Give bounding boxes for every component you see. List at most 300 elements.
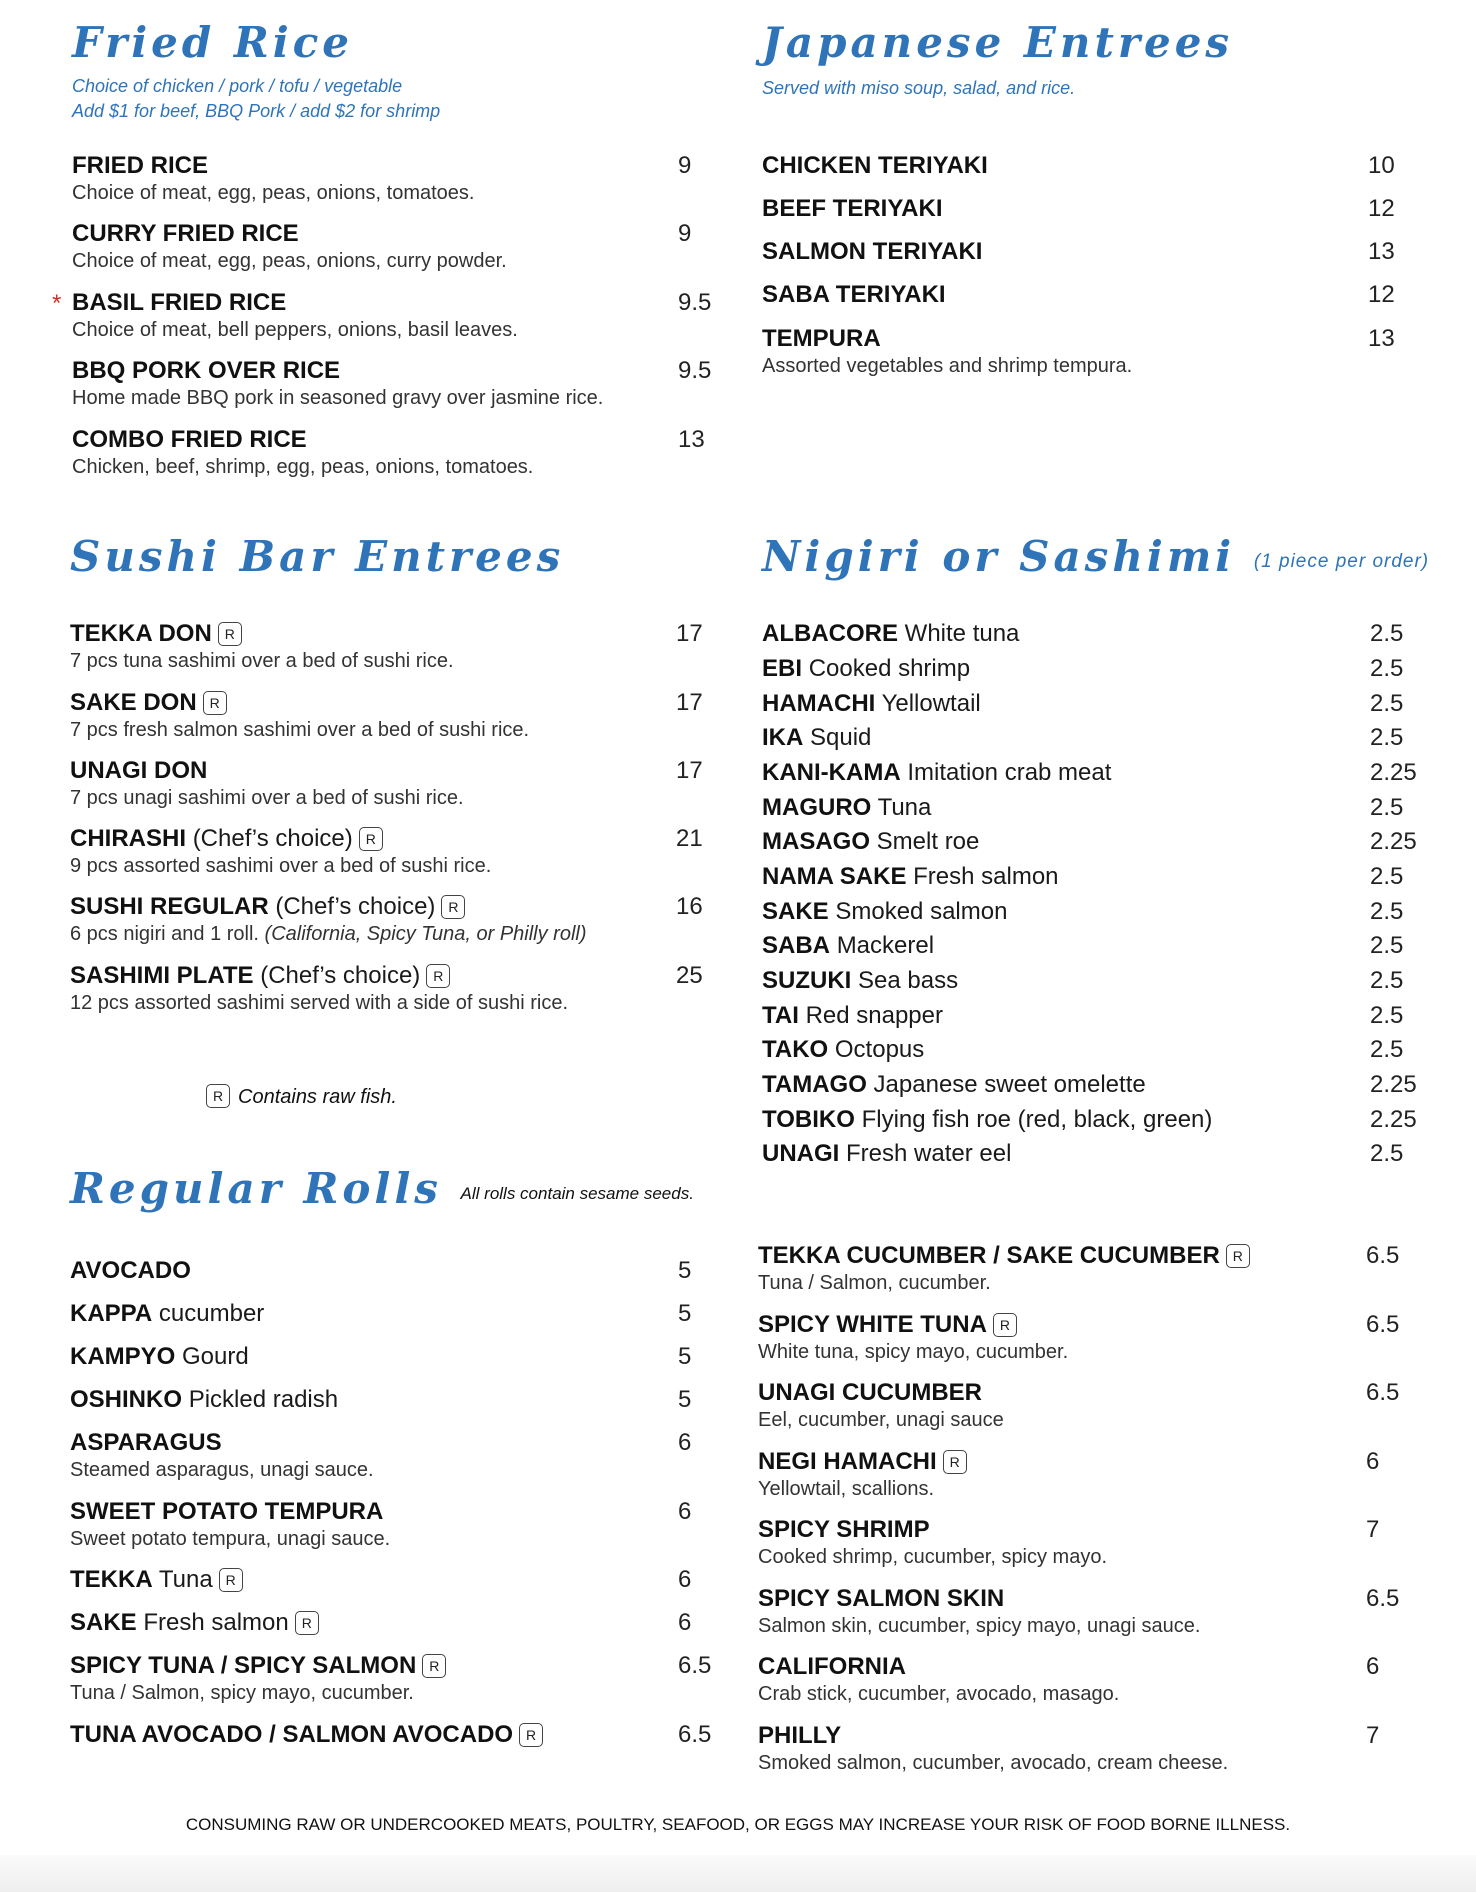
- item-name: CHICKEN TERIYAKI: [762, 152, 988, 179]
- item-description: [70, 1526, 720, 1552]
- item-description: [72, 317, 712, 343]
- raw-fish-badge: R: [206, 1084, 230, 1108]
- item-name: SPICY SALMON SKIN: [758, 1585, 1005, 1612]
- menu-item: [70, 1429, 720, 1483]
- item-price: 5: [678, 1300, 692, 1327]
- item-price: 6: [678, 1498, 692, 1525]
- item-name: EBI: [762, 655, 803, 682]
- raw-fish-badge: R: [422, 1654, 446, 1678]
- item-name: FRIED RICE: [72, 152, 209, 179]
- section-note: Choice of chicken / pork / tofu / vegetable: [72, 76, 403, 96]
- menu-item: [70, 1652, 720, 1706]
- item-name-line: [70, 1652, 720, 1680]
- item-name-line: [762, 325, 1422, 353]
- menu-item: [762, 759, 1442, 787]
- item-subtitle: Tuna: [877, 794, 932, 821]
- item-price: 2.5: [1370, 620, 1404, 647]
- item-description: [72, 248, 712, 274]
- item-price: 13: [1368, 325, 1395, 352]
- item-price: 7: [1366, 1722, 1380, 1749]
- item-price: 17: [676, 689, 703, 716]
- menu-item: [758, 1653, 1438, 1707]
- item-name-line: [762, 828, 1442, 856]
- item-description: [758, 1270, 1438, 1296]
- item-subtitle: Gourd: [182, 1343, 249, 1370]
- item-price: 7: [1366, 1516, 1380, 1543]
- raw-fish-badge: R: [519, 1723, 543, 1747]
- item-name: MAGURO: [762, 794, 872, 821]
- item-price: 2.5: [1370, 1002, 1404, 1029]
- menu-item: [70, 1566, 720, 1594]
- raw-fish-badge: R: [943, 1450, 967, 1474]
- menu-item: [70, 1257, 720, 1285]
- item-price: 6: [678, 1566, 692, 1593]
- menu-item: [72, 357, 712, 411]
- item-price: 25: [676, 962, 703, 989]
- item-description: [758, 1476, 1438, 1502]
- item-name: CALIFORNIA: [758, 1653, 906, 1680]
- item-description-text: 6 pcs nigiri and 1 roll.: [70, 923, 265, 945]
- item-price: 13: [678, 426, 705, 453]
- item-description: [758, 1750, 1438, 1776]
- item-subtitle: Fresh salmon: [913, 863, 1059, 890]
- menu-item: [762, 655, 1442, 683]
- item-name: TAI: [762, 1002, 799, 1029]
- item-price: 17: [676, 620, 703, 647]
- menu-item: [758, 1311, 1438, 1365]
- spicy-marker: *: [52, 290, 62, 317]
- menu-item: [762, 281, 1422, 309]
- menu-item: [758, 1516, 1438, 1570]
- menu-item: [70, 1386, 720, 1414]
- item-description: [70, 785, 720, 811]
- item-price: 9.5: [678, 357, 712, 384]
- item-name: SPICY TUNA / SPICY SALMON: [70, 1652, 417, 1679]
- item-name: SAKE: [762, 898, 829, 925]
- item-name: BBQ PORK OVER RICE: [72, 357, 341, 384]
- section-title: Sushi Bar Entrees: [70, 532, 565, 581]
- item-name-line: [758, 1722, 1438, 1750]
- legend-text: Contains raw fish.: [238, 1086, 397, 1108]
- item-price: 16: [676, 893, 703, 920]
- item-name-line: [762, 724, 1442, 752]
- item-description: [758, 1681, 1438, 1707]
- item-name-line: [758, 1653, 1438, 1681]
- menu-item: [758, 1585, 1438, 1639]
- raw-fish-badge: R: [426, 964, 450, 988]
- item-description-text: Salmon skin, cucumber, spicy mayo, unagi sauce.: [758, 1615, 1201, 1637]
- item-name-line: [70, 1498, 720, 1526]
- menu-item: [762, 1002, 1442, 1030]
- item-name: UNAGI: [762, 1140, 840, 1167]
- item-description: [758, 1339, 1438, 1365]
- item-name: UNAGI CUCUMBER: [758, 1379, 982, 1406]
- item-description-text: Sweet potato tempura, unagi sauce.: [70, 1528, 391, 1550]
- item-name: KAPPA: [70, 1300, 153, 1327]
- item-description: [758, 1407, 1438, 1433]
- item-name: SPICY SHRIMP: [758, 1516, 930, 1543]
- item-name-line: [762, 655, 1442, 683]
- item-description-text: 12 pcs assorted sashimi served with a side of sushi rice.: [70, 992, 568, 1014]
- item-price: 6: [1366, 1448, 1380, 1475]
- item-name-line: [762, 967, 1442, 995]
- item-name: OSHINKO: [70, 1386, 183, 1413]
- item-subtitle: Smelt roe: [876, 828, 980, 855]
- item-name: TAMAGO: [762, 1071, 867, 1098]
- item-price: 2.5: [1370, 967, 1404, 994]
- item-price: 2.5: [1370, 1036, 1404, 1063]
- item-price: 6.5: [678, 1652, 712, 1679]
- item-name: IKA: [762, 724, 804, 751]
- menu-item: [762, 898, 1442, 926]
- section-title: Japanese Entrees: [762, 18, 1234, 67]
- item-name-line: [70, 689, 720, 717]
- menu-item: [70, 1609, 720, 1637]
- item-name-line: [70, 620, 720, 648]
- item-subtitle: Imitation crab meat: [907, 759, 1112, 786]
- item-name-line: [762, 195, 1422, 223]
- item-name: TEMPURA: [762, 325, 881, 352]
- item-name-line: [762, 794, 1442, 822]
- item-subtitle: Pickled radish: [188, 1386, 339, 1413]
- item-name-line: [758, 1311, 1438, 1339]
- menu-item: [762, 932, 1442, 960]
- item-subtitle: Fresh salmon: [143, 1609, 289, 1636]
- item-price: 2.25: [1370, 1106, 1417, 1133]
- item-name-line: [72, 220, 712, 248]
- menu-item: [758, 1242, 1438, 1296]
- menu-item: [762, 794, 1442, 822]
- item-name: TEKKA: [70, 1566, 153, 1593]
- menu-item: [70, 1343, 720, 1371]
- item-name: SAKE DON: [70, 689, 197, 716]
- menu-item: [70, 1498, 720, 1552]
- menu-item: [762, 238, 1422, 266]
- item-description: [70, 990, 720, 1016]
- raw-fish-badge: R: [1226, 1244, 1250, 1268]
- item-subtitle: Red snapper: [805, 1002, 943, 1029]
- item-price: 21: [676, 825, 703, 852]
- item-name: CURRY FRIED RICE: [72, 220, 299, 247]
- item-price: 2.25: [1370, 828, 1417, 855]
- item-description: [758, 1544, 1438, 1570]
- menu-item: [70, 620, 720, 674]
- menu-item: [762, 690, 1442, 718]
- item-description-text: Chicken, beef, shrimp, egg, peas, onions, tomatoes.: [72, 456, 534, 478]
- item-name: KAMPYO: [70, 1343, 176, 1370]
- item-description-text: Assorted vegetables and shrimp tempura.: [762, 355, 1133, 377]
- item-name: ALBACORE: [762, 620, 898, 647]
- item-subtitle: White tuna: [904, 620, 1020, 647]
- item-price: 9: [678, 152, 692, 179]
- item-description-text: Tuna / Salmon, cucumber.: [758, 1272, 991, 1294]
- item-name: SASHIMI PLATE: [70, 962, 254, 989]
- section-regular-rolls: [70, 1164, 720, 1748]
- menu-item: [762, 1036, 1442, 1064]
- item-description-text: 7 pcs tuna sashimi over a bed of sushi rice.: [70, 650, 454, 672]
- section-note: Served with miso soup, salad, and rice.: [762, 78, 1076, 98]
- item-name-line: [70, 757, 720, 785]
- menu-item: [70, 1300, 720, 1328]
- item-name: TAKO: [762, 1036, 829, 1063]
- section-sushi-bar-entrees: [70, 532, 720, 1014]
- item-description: [70, 717, 720, 743]
- item-price: 6: [678, 1429, 692, 1456]
- item-name-line: [758, 1379, 1438, 1407]
- menu-item: [762, 724, 1442, 752]
- item-price: 2.5: [1370, 655, 1404, 682]
- item-description-text: Choice of meat, bell peppers, onions, basil leaves.: [72, 319, 518, 341]
- item-name: SAKE: [70, 1609, 137, 1636]
- item-price: 2.5: [1370, 1140, 1404, 1167]
- item-name-line: [72, 152, 712, 180]
- item-description-text: 7 pcs unagi sashimi over a bed of sushi rice.: [70, 787, 464, 809]
- raw-fish-badge: R: [218, 622, 242, 646]
- menu-item: [70, 893, 720, 947]
- item-name: SUSHI REGULAR: [70, 893, 269, 920]
- menu-item: [762, 828, 1442, 856]
- item-price: 2.25: [1370, 1071, 1417, 1098]
- item-name: NEGI HAMACHI: [758, 1448, 937, 1475]
- item-name-line: [762, 1071, 1442, 1099]
- item-price: 5: [678, 1257, 692, 1284]
- item-name-line: [758, 1585, 1438, 1613]
- item-description-text: 7 pcs fresh salmon sashimi over a bed of sushi rice.: [70, 719, 530, 741]
- item-subtitle: (Chef’s choice): [260, 962, 421, 989]
- item-name: TEKKA CUCUMBER / SAKE CUCUMBER: [758, 1242, 1220, 1269]
- item-price: 13: [1368, 238, 1395, 265]
- item-name-line: [70, 1721, 720, 1749]
- item-name-line: [762, 238, 1422, 266]
- health-disclaimer: CONSUMING RAW OR UNDERCOOKED MEATS, POULTRY, SEAFOOD, OR EGGS MAY INCREASE YOUR RISK OF FOOD BORNE ILLNESS.: [185, 1815, 1291, 1834]
- section-title: [762, 532, 1442, 581]
- item-name-line: [762, 1002, 1442, 1030]
- item-name-line: [70, 1300, 720, 1328]
- menu-item: [72, 152, 712, 206]
- item-name: TOBIKO: [762, 1106, 855, 1133]
- item-name-line: [762, 620, 1442, 648]
- section-title-text: Regular Rolls: [70, 1164, 442, 1213]
- item-name-line: [758, 1516, 1438, 1544]
- item-name-line: [762, 1106, 1442, 1134]
- item-subtitle: Cooked shrimp: [808, 655, 971, 682]
- menu-item: [70, 825, 720, 879]
- item-description: [70, 1680, 720, 1706]
- item-name: TEKKA DON: [70, 620, 212, 647]
- item-description-text: Yellowtail, scallions.: [758, 1478, 935, 1500]
- item-description-text: Steamed asparagus, unagi sauce.: [70, 1459, 374, 1481]
- item-subtitle: Squid: [810, 724, 872, 751]
- section-nigiri-sashimi: [762, 532, 1442, 1167]
- item-name-line: [72, 357, 712, 385]
- item-price: 17: [676, 757, 703, 784]
- section-fried-rice: [52, 18, 712, 478]
- item-subtitle: (Chef’s choice): [192, 825, 353, 852]
- item-name: BEEF TERIYAKI: [762, 195, 943, 222]
- item-name-line: [70, 893, 720, 921]
- item-name: KANI-KAMA: [762, 759, 901, 786]
- item-name: COMBO FRIED RICE: [72, 426, 307, 453]
- menu-item: [70, 757, 720, 811]
- item-subtitle: Japanese sweet omelette: [873, 1071, 1146, 1098]
- item-name-line: [70, 1343, 720, 1371]
- item-description: [72, 454, 712, 480]
- section-title-text: Nigiri or Sashimi: [762, 532, 1236, 581]
- menu-item: [762, 967, 1442, 995]
- menu-item: [762, 1071, 1442, 1099]
- menu-item: [70, 689, 720, 743]
- item-name: SUZUKI: [762, 967, 852, 994]
- item-name: AVOCADO: [70, 1257, 191, 1284]
- item-name-line: [762, 932, 1442, 960]
- item-description-text: Cooked shrimp, cucumber, spicy mayo.: [758, 1546, 1108, 1568]
- item-price: 2.5: [1370, 690, 1404, 717]
- item-subtitle: Flying fish roe (red, black, green): [861, 1106, 1213, 1133]
- item-name-line: [70, 1609, 720, 1637]
- item-name: TUNA AVOCADO / SALMON AVOCADO: [70, 1721, 514, 1748]
- raw-fish-badge: R: [219, 1568, 243, 1592]
- page-bottom-strip: [0, 1855, 1476, 1892]
- section-title: Fried Rice: [72, 18, 354, 67]
- item-description: [70, 853, 720, 879]
- section-title: [70, 1164, 720, 1213]
- item-description-text: Home made BBQ pork in seasoned gravy over jasmine rice.: [72, 387, 604, 409]
- menu-item: [758, 1379, 1438, 1433]
- section-notes: [72, 74, 712, 124]
- item-name: UNAGI DON: [70, 757, 208, 784]
- item-price: 2.5: [1370, 898, 1404, 925]
- item-name-line: [758, 1448, 1438, 1476]
- item-name-line: [762, 690, 1442, 718]
- item-price: 6: [678, 1609, 692, 1636]
- section-note: Add $1 for beef, BBQ Pork / add $2 for shrimp: [72, 101, 441, 121]
- item-name-line: [762, 898, 1442, 926]
- item-description-text: Eel, cucumber, unagi sauce: [758, 1409, 1004, 1431]
- menu-item: [762, 195, 1422, 223]
- item-name-line: [762, 863, 1442, 891]
- item-price: 9: [678, 220, 692, 247]
- item-subtitle: Fresh water eel: [846, 1140, 1012, 1167]
- section-note: (1 piece per order): [1253, 551, 1430, 572]
- menu-item: [762, 620, 1442, 648]
- item-name-line: [70, 1429, 720, 1457]
- item-subtitle: Tuna: [158, 1566, 213, 1593]
- item-description-text: Smoked salmon, cucumber, avocado, cream cheese.: [758, 1752, 1229, 1774]
- item-subtitle: Yellowtail: [881, 690, 981, 717]
- raw-fish-legend: [206, 1084, 397, 1109]
- raw-fish-badge: R: [993, 1313, 1017, 1337]
- item-subtitle: Mackerel: [836, 932, 935, 959]
- item-price: 10: [1368, 152, 1395, 179]
- menu-item: [762, 863, 1442, 891]
- item-description-text: Tuna / Salmon, spicy mayo, cucumber.: [70, 1682, 414, 1704]
- item-description: [72, 180, 712, 206]
- item-description-text: Choice of meat, egg, peas, onions, tomatoes.: [72, 182, 475, 204]
- item-name-line: [762, 281, 1422, 309]
- item-price: 5: [678, 1386, 692, 1413]
- item-name-line: [70, 825, 720, 853]
- item-subtitle: cucumber: [158, 1300, 265, 1327]
- item-name: NAMA SAKE: [762, 863, 907, 890]
- item-price: 6: [1366, 1653, 1380, 1680]
- item-price: 6.5: [1366, 1242, 1400, 1269]
- menu-item: [70, 1721, 720, 1749]
- item-name-line: [762, 152, 1422, 180]
- item-price: 12: [1368, 195, 1395, 222]
- item-subtitle: Octopus: [834, 1036, 925, 1063]
- item-name: BASIL FRIED RICE: [72, 289, 287, 316]
- item-description-text: 9 pcs assorted sashimi over a bed of sushi rice.: [70, 855, 492, 877]
- item-name: SABA TERIYAKI: [762, 281, 946, 308]
- raw-fish-badge: R: [203, 691, 227, 715]
- item-name: ASPARAGUS: [70, 1429, 222, 1456]
- item-description: [70, 1457, 720, 1483]
- menu-item: [70, 962, 720, 1016]
- item-description-note: (California, Spicy Tuna, or Philly roll): [264, 923, 587, 945]
- item-description-text: Choice of meat, egg, peas, onions, curry powder.: [72, 250, 507, 272]
- item-name: SWEET POTATO TEMPURA: [70, 1498, 384, 1525]
- menu-item: [762, 1140, 1442, 1168]
- menu-item: [762, 325, 1422, 379]
- item-name: SABA: [762, 932, 831, 959]
- item-name: HAMACHI: [762, 690, 876, 717]
- item-price: 6.5: [1366, 1379, 1400, 1406]
- item-price: 2.5: [1370, 794, 1404, 821]
- item-name: CHIRASHI: [70, 825, 187, 852]
- item-name-line: [762, 1036, 1442, 1064]
- item-name-line: [70, 962, 720, 990]
- menu-item: [72, 426, 712, 480]
- section-japanese-entrees: [762, 18, 1422, 377]
- item-price: 6.5: [678, 1721, 712, 1748]
- item-price: 6.5: [1366, 1311, 1400, 1338]
- menu-item: [52, 289, 712, 343]
- item-name-line: [758, 1242, 1438, 1270]
- item-name: PHILLY: [758, 1722, 842, 1749]
- menu-item: [758, 1722, 1438, 1776]
- item-name-line: [70, 1257, 720, 1285]
- item-price: 2.5: [1370, 932, 1404, 959]
- item-name: MASAGO: [762, 828, 870, 855]
- item-description: [758, 1613, 1438, 1639]
- item-price: 5: [678, 1343, 692, 1370]
- item-description: [762, 353, 1422, 379]
- menu-item: [762, 152, 1422, 180]
- item-name-line: [70, 1386, 720, 1414]
- item-description-text: White tuna, spicy mayo, cucumber.: [758, 1341, 1069, 1363]
- item-name-line: [72, 426, 712, 454]
- item-name: SPICY WHITE TUNA: [758, 1311, 987, 1338]
- item-price: 9.5: [678, 289, 712, 316]
- item-name-line: [72, 289, 712, 317]
- item-name-line: [762, 759, 1442, 787]
- item-price: 2.5: [1370, 863, 1404, 890]
- item-price: 12: [1368, 281, 1395, 308]
- item-price: 2.5: [1370, 724, 1404, 751]
- menu-item: [762, 1106, 1442, 1134]
- item-description: [70, 921, 720, 947]
- item-description: [72, 385, 712, 411]
- item-description-text: Crab stick, cucumber, avocado, masago.: [758, 1683, 1120, 1705]
- item-price: 2.25: [1370, 759, 1417, 786]
- menu-item: [72, 220, 712, 274]
- item-name: SALMON TERIYAKI: [762, 238, 983, 265]
- section-note: All rolls contain sesame seeds.: [460, 1184, 694, 1203]
- menu-item: [758, 1448, 1438, 1502]
- item-subtitle: Smoked salmon: [835, 898, 1008, 925]
- item-description: [70, 648, 720, 674]
- item-price: 6.5: [1366, 1585, 1400, 1612]
